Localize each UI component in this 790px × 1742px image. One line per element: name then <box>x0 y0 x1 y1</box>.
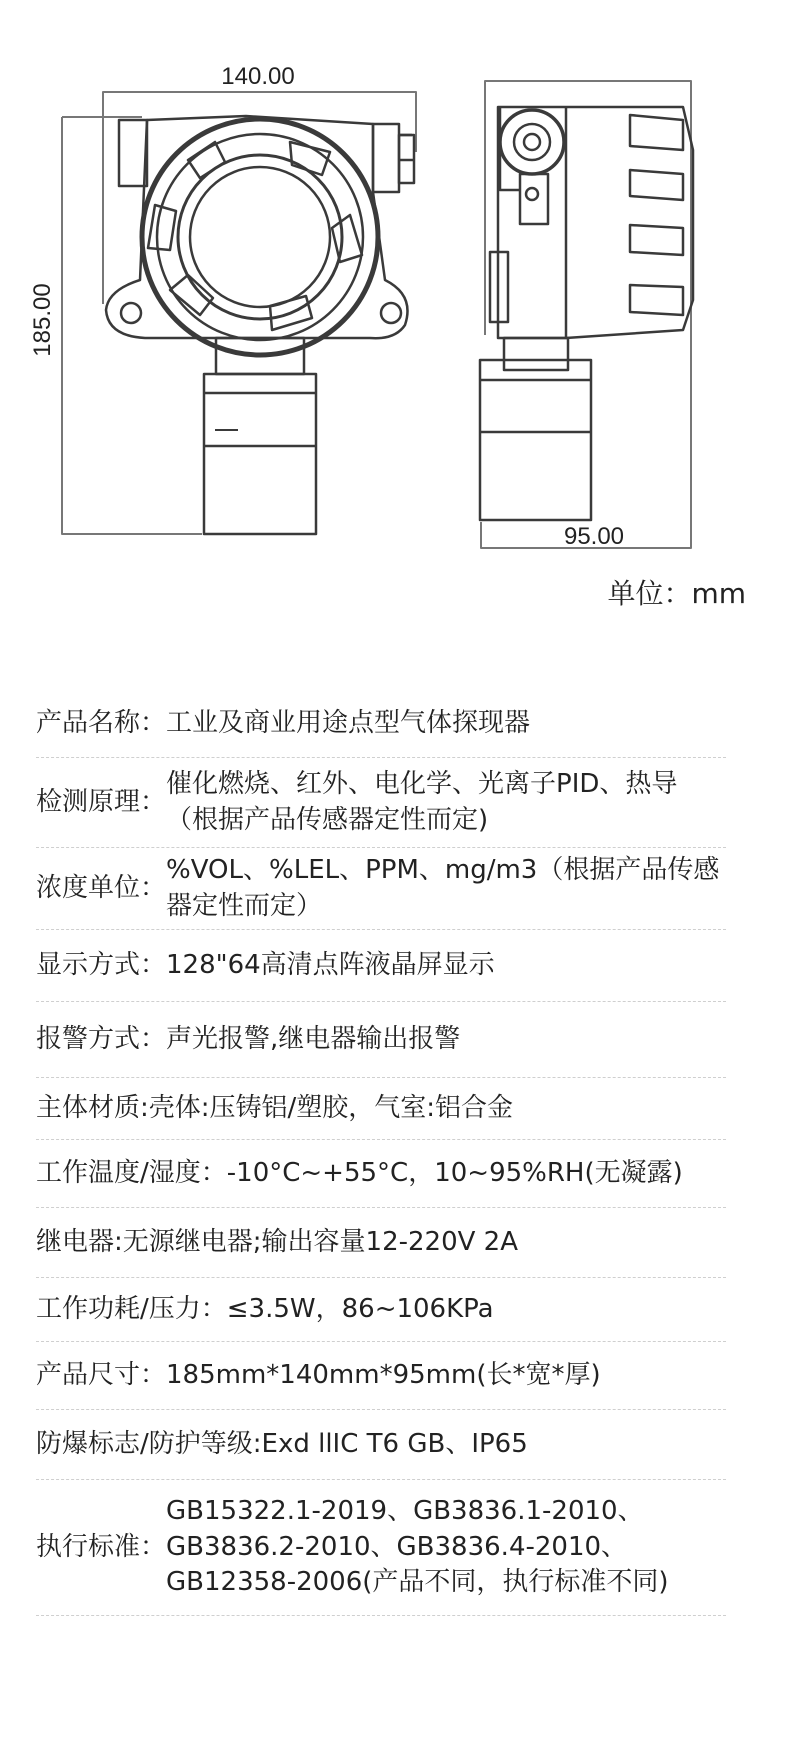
spec-label: 产品尺寸： <box>36 1359 167 1390</box>
spec-row-power-pressure <box>36 1278 726 1342</box>
height-dimension-label: 185.00 <box>29 283 56 357</box>
spec-value: %VOL、%LEL、PPM、mg/m3（根据产品传感器定性而定） <box>166 855 720 921</box>
spec-row-explosion-proof <box>36 1410 726 1480</box>
spec-value: 128"64高清点阵液晶屏显示 <box>166 949 495 980</box>
width-dimension-label: 140.00 <box>221 63 295 90</box>
spec-label: 工作功耗/压力： <box>36 1293 227 1324</box>
spec-label: 检测原理： <box>36 786 167 817</box>
spec-label: 浓度单位： <box>36 872 167 903</box>
technical-drawing <box>0 0 790 560</box>
spec-label: 产品名称： <box>36 707 167 738</box>
spec-value: 壳体:压铸铝/塑胶，气室:铝合金 <box>148 1092 514 1123</box>
spec-list <box>36 690 726 1616</box>
spec-row-material <box>36 1078 726 1140</box>
spec-row-alarm-mode <box>36 1002 726 1078</box>
spec-row-standards <box>36 1480 726 1616</box>
spec-value: -10°C~+55°C，10~95%RH(无凝露) <box>226 1157 683 1188</box>
spec-row-dimensions <box>36 1342 726 1410</box>
spec-value: GB15322.1-2019、GB3836.1-2010、GB3836.2-2010、GB3836.4-2010、GB12358-2006(产品不同，执行标准不同) <box>166 1496 669 1598</box>
spec-value: 无源继电器;输出容量12-220V 2A <box>122 1226 518 1257</box>
spec-label: 执行标准： <box>36 1531 167 1562</box>
spec-row-display-mode <box>36 930 726 1002</box>
front-view <box>62 92 416 534</box>
spec-label: 防爆标志/防护等级: <box>36 1428 262 1459</box>
spec-label: 主体材质: <box>36 1092 149 1123</box>
depth-dimension-label: 95.00 <box>563 523 625 550</box>
spec-value: Exd llIC T6 GB、IP65 <box>261 1428 528 1459</box>
spec-value: 185mm*140mm*95mm(长*宽*厚) <box>166 1359 601 1390</box>
spec-value: ≤3.5W，86~106KPa <box>226 1293 494 1324</box>
spec-label: 报警方式： <box>36 1023 167 1054</box>
unit-label: 单位：mm <box>607 577 746 610</box>
spec-row-temperature-humidity <box>36 1140 726 1208</box>
spec-value: 催化燃烧、红外、电化学、光离子PID、热导（根据产品传感器定性而定) <box>166 769 678 835</box>
spec-label: 显示方式： <box>36 949 167 980</box>
spec-row-concentration-unit <box>36 848 726 930</box>
spec-value: 声光报警,继电器输出报警 <box>166 1023 461 1054</box>
side-view <box>480 81 693 548</box>
spec-row-relay <box>36 1208 726 1278</box>
spec-label: 继电器: <box>36 1226 123 1257</box>
spec-row-detection-principle <box>36 758 726 848</box>
spec-value: 工业及商业用途点型气体探现器 <box>166 707 531 738</box>
spec-row-product-name <box>36 690 726 758</box>
spec-label: 工作温度/湿度： <box>36 1157 227 1188</box>
